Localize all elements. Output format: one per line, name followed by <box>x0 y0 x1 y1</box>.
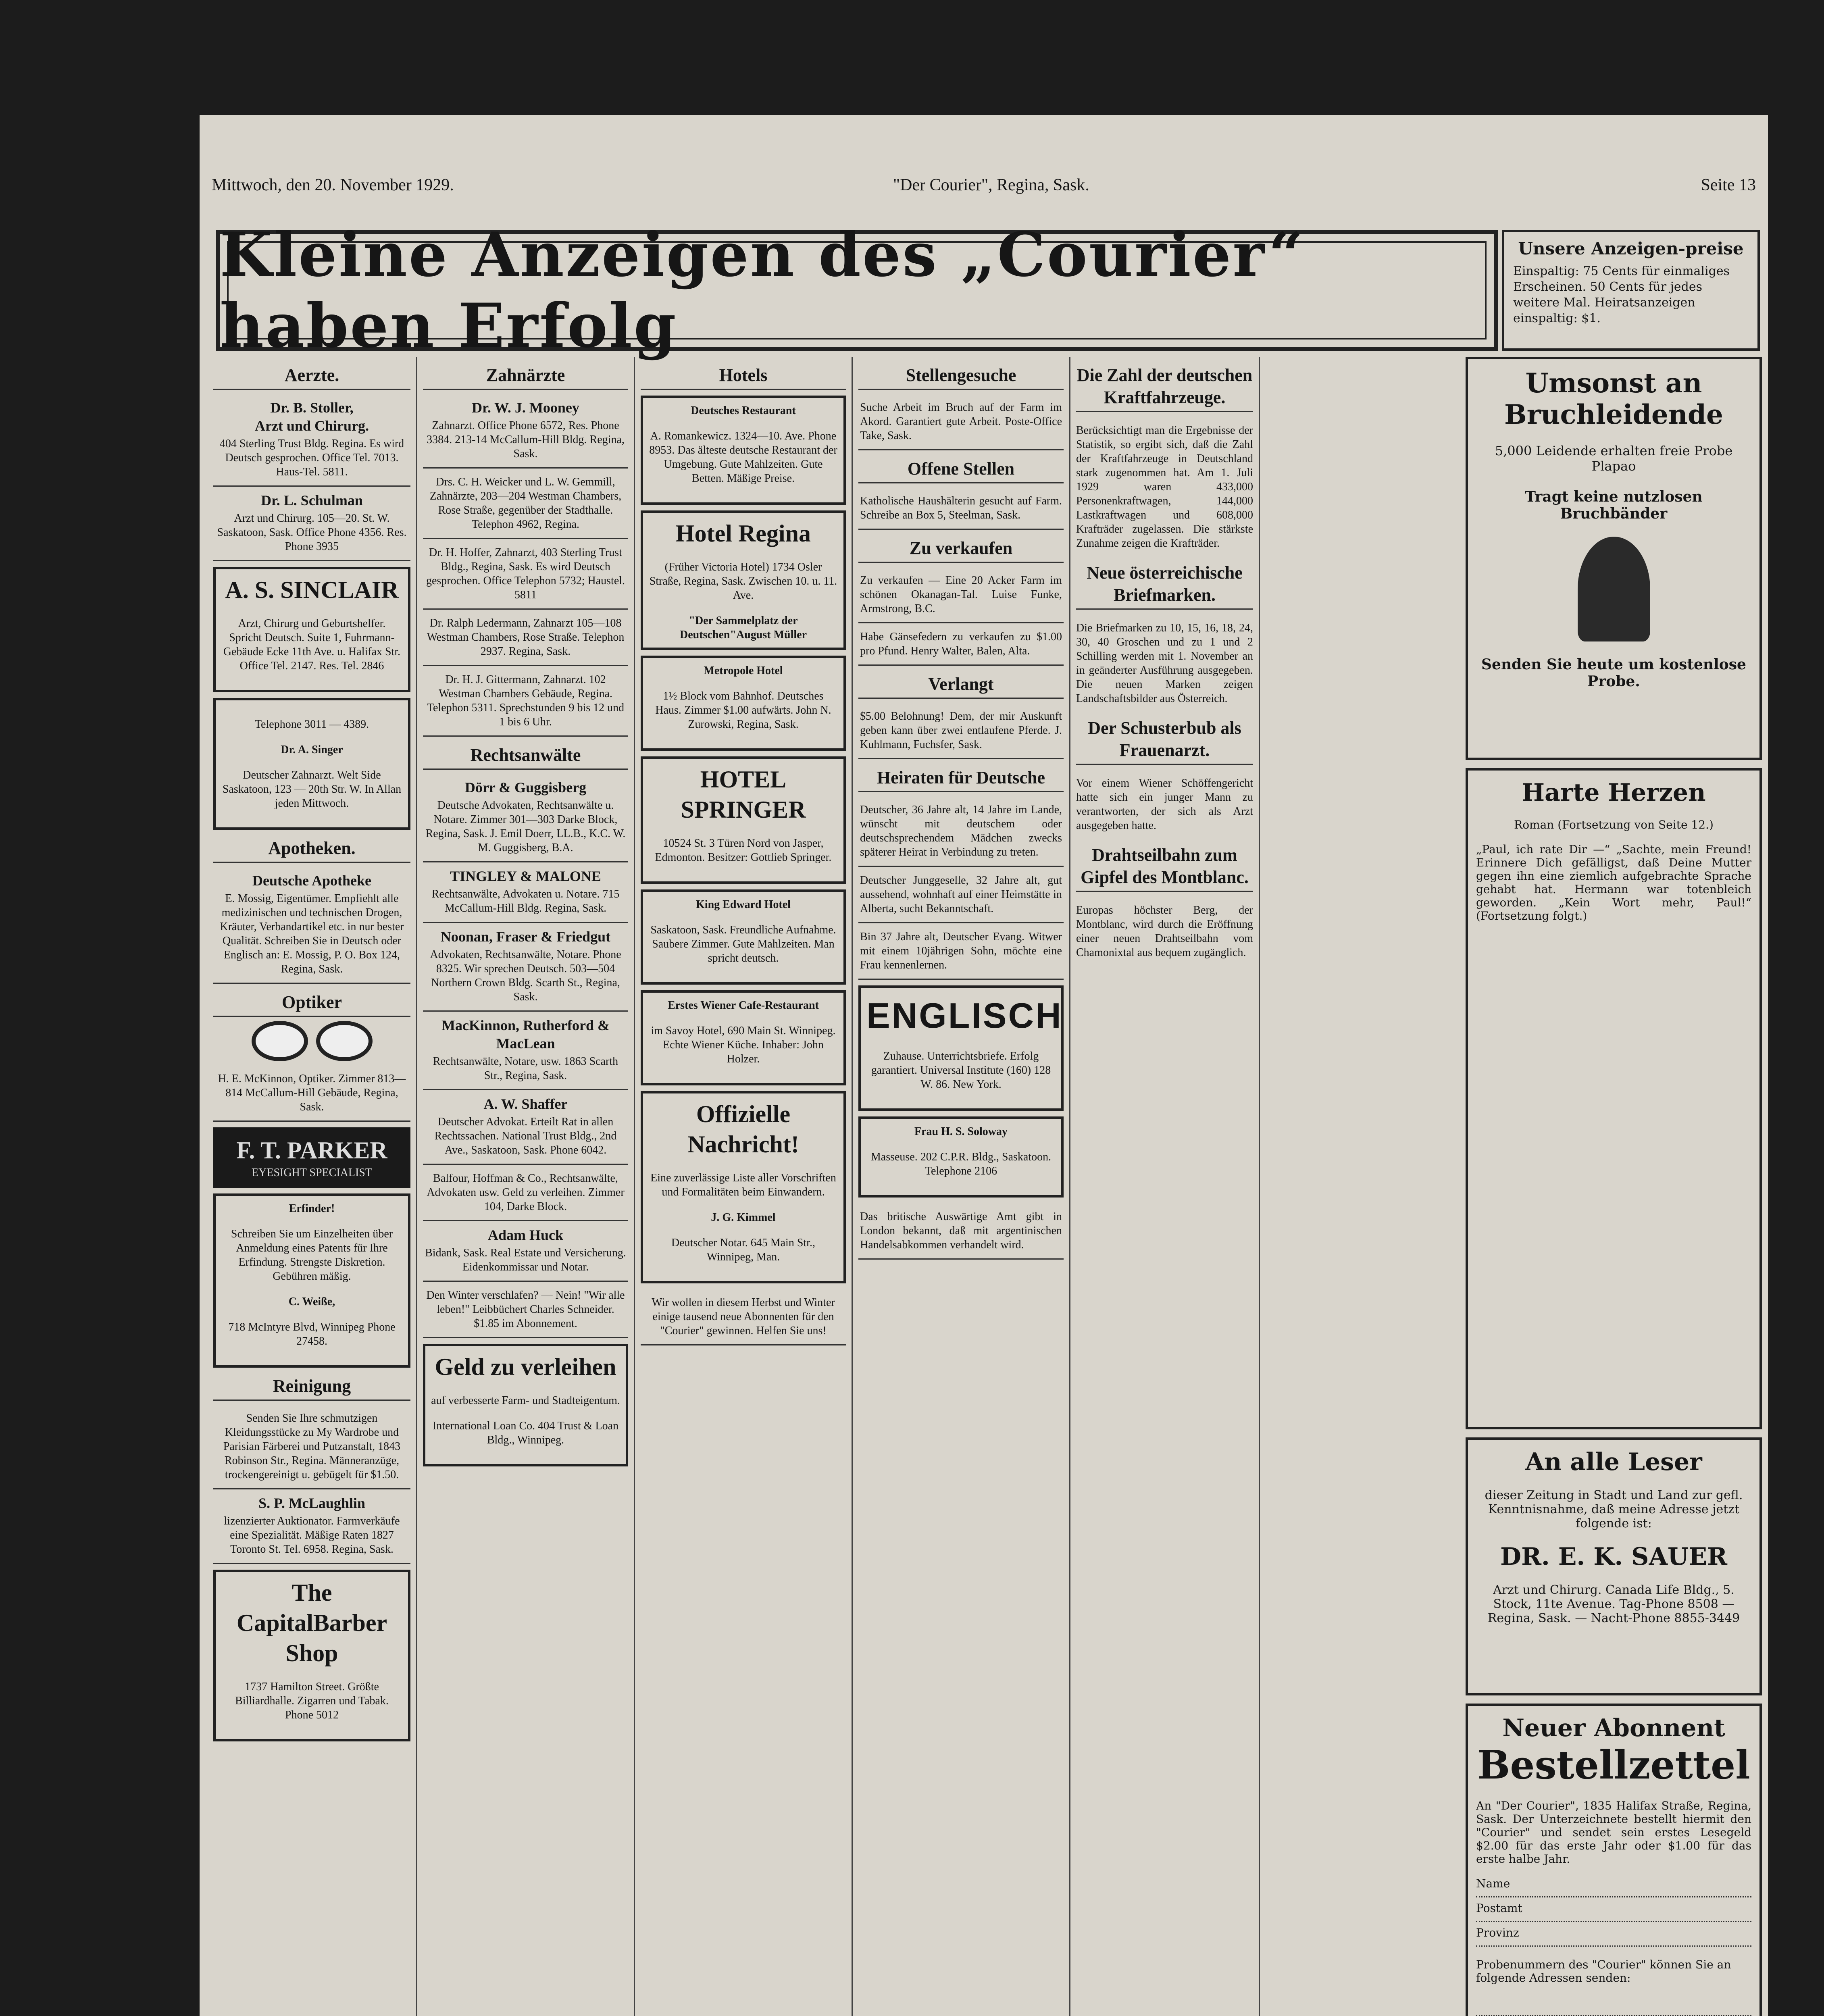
story-body: „Paul, ich rate Dir —“ „Sachte, mein Freund! Erinnere Dich gefälligst, daß Deine Mutter gegen ihn eine ziemlich aufgebrachte Sprache gehabt hat. Hermann war totenbleich geworden. „Kein Wort mehr, Paul!“ (Fortsetzung folgt.) <box>1476 843 1751 923</box>
ad <box>858 1116 1064 1198</box>
provinz-field[interactable] <box>1476 1926 1751 1947</box>
article-body: Berücksichtigt man die Ergebnisse der Statistik, so ergibt sich, daß die Zahl der Kraftfahrzeuge in Deutschland stark zugenommen hat. Am 1. Juli 1929 waren 433,000 Personenkraftwagen, 144,000 Lastkraftwagen und 608,000 Krafträder zugelassen. Die stärkste Zunahme zeigen die Krafträder. <box>1076 424 1253 550</box>
notice-name: DR. E. K. SAUER <box>1500 1543 1727 1571</box>
ad-body: E. Mossig, Eigentümer. Empfiehlt alle medizinischen und technischen Drogen, Kräuter, Verbandartikel etc. in nur bester Qualität. Schreiben Sie in Deutsch oder Englisch an: E. Mossig, P. O. Box 124, Regina, Sask. <box>220 892 404 975</box>
ad-name: Frau H. S. Soloway <box>914 1125 1008 1138</box>
page-header <box>212 175 1756 204</box>
serial-story <box>1466 768 1762 1429</box>
ad-title: Arzt und Chirurg. <box>254 418 369 434</box>
ad-body: Bin 37 Jahre alt, Deutscher Evang. Witwer mit einem 10jährigen Sohn, möchte eine Frau kennenlernen. <box>860 931 1062 971</box>
form-heading: Bestellzettel <box>1477 1742 1750 1788</box>
plapao-ad <box>1466 357 1762 760</box>
ad-body: Katholische Haushälterin gesucht auf Farm. Schreibe an Box 5, Steelman, Sask. <box>860 495 1062 521</box>
section-heading: Optiker <box>213 991 410 1017</box>
ad <box>641 510 846 650</box>
notice-body: dieser Zeitung in Stadt und Land zur gefl. Kenntnisnahme, daß meine Adresse jetzt folgende ist: <box>1485 1488 1743 1531</box>
article-body: Das britische Auswärtige Amt gibt in London bekannt, daß mit argentinischen Handelsabkommen verhandelt wird. <box>860 1210 1062 1251</box>
header-date: Mittwoch, den 20. November 1929. <box>212 176 454 194</box>
section-heading: Heiraten für Deutsche <box>858 766 1064 792</box>
ad-body: Suche Arbeit im Bruch auf der Farm im Akord. Garantiert gute Arbeit. Poste-Office Take, Sask. <box>860 401 1062 442</box>
article-heading: Drahtseilbahn zum Gipfel des Montblanc. <box>1076 844 1253 892</box>
ad-name: Barber Shop <box>285 1610 387 1666</box>
ad <box>858 703 1064 759</box>
ad <box>423 394 628 469</box>
section-heading: Aerzte. <box>213 364 410 390</box>
rates-box <box>1502 230 1760 351</box>
ad-name: MacKinnon, Rutherford & MacLean <box>441 1017 610 1052</box>
ad <box>423 862 628 923</box>
section-heading: Stellengesuche <box>858 364 1064 390</box>
name-label: Name <box>1476 1877 1510 1890</box>
ad <box>423 1221 628 1282</box>
ad <box>213 1193 410 1368</box>
column-hotels <box>635 357 853 2016</box>
ad-body: Zu verkaufen — Eine 20 Acker Farm im schönen Okanagan-Tal. Luise Funke, Armstrong, B.C. <box>860 574 1062 615</box>
ad-body: Arzt und Chirurg. 105—20. St. W. Saskatoon, Sask. Office Phone 4356. Res. Phone 3935 <box>217 512 407 553</box>
ad-name: S. P. McLaughlin <box>258 1495 365 1511</box>
ad <box>213 1489 410 1564</box>
ad-body: Deutscher Junggeselle, 32 Jahre alt, gut aussehend, wohnhaft auf einer Heimstätte in Alberta, sucht Bekanntschaft. <box>860 874 1062 915</box>
ad <box>213 567 410 692</box>
ad <box>213 1570 410 1741</box>
ad <box>641 396 846 505</box>
ad-body: Deutscher Advokat. Erteilt Rat in allen Rechtssachen. National Trust Bldg., 2nd Ave., Saskatoon, Sask. Phone 6042. <box>434 1116 617 1156</box>
ad-name: Dörr & Guggisberg <box>464 779 587 796</box>
ad <box>213 698 410 830</box>
ad-body: Senden Sie Ihre schmutzigen Kleidungsstücke zu My Wardrobe und Parisian Färberei und Putzanstalt, 1843 Robinson Str., Regina. Männeranzüge, trockengereinigt u. gebügelt für $1.50. <box>223 1412 401 1481</box>
provinz-label: Provinz <box>1476 1926 1519 1939</box>
column-aerzte <box>208 357 417 2016</box>
rates-text: Einspaltig: 75 Cents für einmaliges Erscheinen. 50 Cents für jedes weitere Mal. Heiratsanzeigen einspaltig: $1. <box>1513 264 1730 325</box>
right-column <box>1466 357 1762 2016</box>
ad <box>423 610 628 666</box>
ad <box>858 985 1064 1111</box>
notice-title: An alle Leser <box>1525 1448 1702 1476</box>
banner-title: Kleine Anzeigen des „Courier“ haben Erfolg <box>220 219 1305 361</box>
ad-body: $5.00 Belohnung! Dem, der mir Auskunft geben kann über zwei entlaufene Pferde. J. Kuhlmann, Fuchsfer, Sask. <box>860 710 1062 751</box>
ad <box>641 656 846 751</box>
ad-body: Drs. C. H. Weicker und L. W. Gemmill, Zahnärzte, 203—204 Westman Chambers, Rose Straße, gegenüber der Stadthalle. Telephon 4962, Regina. <box>429 476 622 531</box>
article-heading: Neue österreichische Briefmarken. <box>1076 562 1253 610</box>
ad-name: C. Weiße, <box>288 1295 335 1308</box>
section-heading: Zahnärzte <box>423 364 628 390</box>
ad-body: 10524 St. 3 Türen Nord von Jasper, Edmonton. Besitzer: Gottlieb Springer. <box>655 837 832 864</box>
ad-body: International Loan Co. 404 Trust & Loan Bldg., Winnipeg. <box>432 1420 619 1446</box>
ad-name: Offizielle Nachricht! <box>687 1101 799 1158</box>
ad-body: Zahnarzt. Office Phone 6572, Res. Phone 3384. 213-14 McCallum-Hill Bldg. Regina, Sask. <box>427 419 625 460</box>
ad <box>423 1282 628 1338</box>
ad <box>423 1090 628 1165</box>
ad-body: 1737 Hamilton Street. Größte Billiardhalle. Zigarren und Tabak. Phone 5012 <box>235 1681 389 1721</box>
ad <box>858 394 1064 450</box>
ad <box>641 990 846 1085</box>
ad-body: Deutsche Advokaten, Rechtsanwälte u. Notare. Zimmer 301—303 Darke Block, Regina, Sask. J. Emil Doerr, LL.B., K.C. W. M. Guggisberg, B.A. <box>425 799 626 854</box>
ad-name: Dr. L. Schulman <box>261 492 363 508</box>
ad-body: Balfour, Hoffman & Co., Rechtsanwälte, Advokaten usw. Geld zu verleihen. Zimmer 104, Darke Block. <box>427 1172 625 1213</box>
column-zahnaerzte <box>417 357 635 2016</box>
ad-body: (Früher Victoria Hotel) 1734 Osler Straße, Regina, Sask. Zwischen 10. u. 11. Ave. <box>649 561 837 602</box>
ad <box>423 923 628 1012</box>
form-body: An "Der Courier", 1835 Halifax Straße, Regina, Sask. Der Unterzeichnete bestellt hiermit den "Courier" und sendet sein erstes Lesegeld $2.00 für das erste Jahr oder $1.00 für das erste halbe Jahr. <box>1476 1799 1751 1866</box>
ad-body: Deutscher Notar. 645 Main Str., Winnipeg, Man. <box>671 1237 815 1263</box>
header-page: Seite 13 <box>1701 176 1756 194</box>
ad-body: 404 Sterling Trust Bldg. Regina. Es wird Deutsch gesprochen. Office Tel. 7013. Haus-Tel. 5811. <box>219 437 404 478</box>
ad <box>213 867 410 984</box>
story-title: Harte Herzen <box>1522 779 1706 807</box>
ad-body: Habe Gänsefedern zu verkaufen zu $1.00 pro Pfund. Henry Walter, Balen, Alta. <box>860 631 1062 657</box>
ad-body: Tragt keine nutzlosen Bruchbänder <box>1525 488 1703 522</box>
ad-body: Masseuse. 202 C.P.R. Bldg., Saskatoon. Telephone 2106 <box>870 1151 1052 1177</box>
section-heading: Rechtsanwälte <box>423 744 628 770</box>
ad <box>858 796 1064 867</box>
postamt-label: Postamt <box>1476 1901 1522 1915</box>
ad <box>641 756 846 884</box>
section-heading: Apotheken. <box>213 837 410 863</box>
ad <box>213 1065 410 1122</box>
ad-body: Dr. Ralph Ledermann, Zahnarzt 105—108 Westman Chambers, Rose Straße. Telephon 2937. Regina, Sask. <box>427 617 625 658</box>
ad-name: Erstes Wiener Cafe-Restaurant <box>668 999 819 1012</box>
ad-name: Geld zu verleihen <box>435 1354 616 1380</box>
ad <box>423 1165 628 1221</box>
ad-body: Deutscher Zahnarzt. Welt Side Saskatoon, 123 — 20th Str. W. In Allan jeden Mittwoch. <box>222 769 402 810</box>
section-heading: Zu verkaufen <box>858 537 1064 563</box>
ad <box>858 623 1064 666</box>
ad-name: F. T. PARKER <box>236 1137 387 1164</box>
ad-name: J. G. Kimmel <box>711 1211 776 1224</box>
banner <box>216 219 1498 361</box>
ad-body: Eine zuverlässige Liste aller Vorschriften und Formalitäten beim Einwandern. <box>650 1172 836 1198</box>
ad-name: "Der Sammelplatz der Deutschen" <box>680 614 798 641</box>
ad-name: Dr. W. J. Mooney <box>472 400 579 416</box>
ad-name: The Capital <box>236 1579 332 1636</box>
ad-body: im Savoy Hotel, 690 Main St. Winnipeg. Echte Wiener Küche. Inhaber: John Holzer. <box>651 1025 836 1065</box>
header-paper: "Der Courier", Regina, Sask. <box>893 176 1089 194</box>
ad-name: Metropole Hotel <box>704 664 783 677</box>
ad-body: lizenzierter Auktionator. Farmverkäufe eine Spezialität. Mäßige Raten 1827 Toronto St. Tel. 6958. Regina, Sask. <box>224 1515 400 1556</box>
ad-body: Den Winter verschlafen? — Nein! "Wir alle leben!" Leibbüchert Charles Schneider. $1.85 im Abonnement. <box>426 1289 625 1330</box>
ad-name: August Müller <box>736 629 807 641</box>
ad-name: A. S. SINCLAIR <box>225 577 399 603</box>
ad-name: Deutsche Apotheke <box>252 873 371 889</box>
ad-body: 1½ Block vom Bahnhof. Deutsches Haus. Zimmer $1.00 aufwärts. John N. Zurowski, Regina, Sask. <box>655 690 831 731</box>
ad-body: 5,000 Leidende erhalten freie Probe Plapao <box>1495 443 1733 474</box>
ad <box>641 889 846 985</box>
ad <box>213 487 410 561</box>
ad-body: Arzt, Chirurg und Geburtshelfer. Spricht Deutsch. Suite 1, Fuhrmann-Gebäude Ecke 11th Ave. u. Halifax Str. Office Tel. 2147. Res. Tel. 2846 <box>223 617 401 672</box>
ad-name: ENGLISCH <box>866 996 1063 1035</box>
section-heading: Reinigung <box>213 1375 410 1401</box>
rates-title: Unsere Anzeigen-preise <box>1518 239 1744 258</box>
ad <box>213 394 410 487</box>
ad-name: Erfinder! <box>289 1202 335 1215</box>
ad-body: Dr. H. Hoffer, Zahnarzt, 403 Sterling Trust Bldg., Regina, Sask. Es wird Deutsch gesprochen. Office Telephon 5732; Haustel. 5811 <box>426 546 625 601</box>
ad <box>423 666 628 737</box>
ad <box>641 1289 846 1345</box>
ad <box>641 1091 846 1283</box>
ad-body: Schreiben Sie um Einzelheiten über Anmeldung eines Patents für Ihre Erfindung. Strengste Diskretion. Gebühren mäßig. <box>231 1228 393 1283</box>
ad-body: Zuhause. Unterrichtsbriefe. Erfolg garantiert. Universal Institute (160) 128 W. 86. New York. <box>871 1050 1051 1091</box>
ad-body: H. E. McKinnon, Optiker. Zimmer 813—814 McCallum-Hill Gebäude, Regina, Sask. <box>218 1073 406 1113</box>
ad-body: auf verbesserte Farm- und Stadteigentum. <box>431 1394 620 1407</box>
ad-name: TINGLEY & MALONE <box>450 868 601 884</box>
ad <box>423 1344 628 1466</box>
ad-body: A. Romankewicz. 1324—10. Ave. Phone 8953. Das älteste deutsche Restaurant der Umgebung. Gute Mahlzeiten. Gute Betten. Mäßige Preise. <box>649 430 837 485</box>
ad <box>858 867 1064 923</box>
ad <box>423 539 628 610</box>
ad-name: Noonan, Fraser & Friedgut <box>440 929 611 945</box>
eyeglasses-icon <box>213 1021 410 1061</box>
ad-body: Deutscher, 36 Jahre alt, 14 Jahre im Lande, wünscht mit deutschem oder deutschsprechendem Mädchen zwecks späterer Heirat in Verbindung zu treten. <box>860 804 1062 858</box>
form-body: Probenummern des "Courier" können Sie an folgende Adressen senden: <box>1476 1958 1731 1985</box>
article-heading: Die Zahl der deutschen Kraftfahrzeuge. <box>1076 364 1253 412</box>
ad-body: Rechtsanwälte, Advokaten u. Notare. 715 McCallum-Hill Bldg. Regina, Sask. <box>431 888 620 914</box>
article <box>858 1203 1064 1260</box>
parker-ad <box>213 1127 410 1188</box>
article-body: Die Briefmarken zu 10, 15, 16, 18, 24, 30, 40 Groschen und zu 1 und 2 Schilling werden mit 1. November an in geänderter Ausführung ausgegeben. Die neuen Marken zeigen Landschaftsbilder aus Österreich. <box>1076 622 1253 705</box>
section-heading: Verlangt <box>858 673 1064 699</box>
ad <box>858 567 1064 623</box>
ad-name: Umsonst an Bruchleidende <box>1504 367 1724 430</box>
ad-name: Deutsches Restaurant <box>691 404 796 417</box>
section-heading: Offene Stellen <box>858 458 1064 483</box>
postamt-field[interactable] <box>1476 1901 1751 1922</box>
ad-body: EYESIGHT SPECIALIST <box>252 1166 372 1179</box>
article-body: Vor einem Wiener Schöffengericht hatte sich ein junger Mann zu verantworten, der sich als Arzt ausgegeben hatte. <box>1076 777 1253 832</box>
ad <box>213 1405 410 1489</box>
ad <box>423 469 628 539</box>
section-heading: Hotels <box>641 364 846 390</box>
ad-name: A. W. Shaffer <box>483 1096 568 1112</box>
ad <box>858 923 1064 980</box>
form-title: Neuer Abonnent <box>1502 1714 1725 1742</box>
ad-body: 718 McIntyre Blvd, Winnipeg Phone 27458. <box>228 1321 396 1347</box>
ad-body: Advokaten, Rechtsanwälte, Notare. Phone 8325. Wir sprechen Deutsch. 503—504 Northern Crown Bldg. Scarth St., Regina, Sask. <box>430 948 621 1003</box>
story-subtitle: Roman (Fortsetzung von Seite 12.) <box>1514 818 1714 831</box>
notice-body: Arzt und Chirurg. Canada Life Bldg., 5. Stock, 11te Avenue. Tag-Phone 8508 — Regina, Sask. — Nacht-Phone 8855-3449 <box>1487 1583 1740 1625</box>
ad-name: Dr. A. Singer <box>281 744 343 756</box>
name-field[interactable] <box>1476 1877 1751 1897</box>
column-classifieds <box>853 357 1070 2016</box>
ad-name: Dr. B. Stoller, <box>270 400 354 416</box>
ad <box>423 1012 628 1090</box>
ad-body: Saskatoon, Sask. Freundliche Aufnahme. Saubere Zimmer. Gute Mahlzeiten. Man spricht deutsch. <box>650 924 836 964</box>
ad <box>423 774 628 862</box>
column-articles <box>1070 357 1260 2016</box>
order-form <box>1466 1704 1762 2016</box>
ad-body: Wir wollen in diesem Herbst und Winter einige tausend neue Abonnenten für den "Courier" gewinnen. Helfen Sie uns! <box>652 1296 835 1337</box>
ad-body: Dr. H. J. Gittermann, Zahnarzt. 102 Westman Chambers Gebäude, Regina. Telephon 5311. Sprechstunden 9 bis 12 und 1 bis 6 Uhr. <box>427 673 625 728</box>
article-heading: Der Schusterbub als Frauenarzt. <box>1076 717 1253 765</box>
address-line[interactable] <box>1476 1996 1751 2016</box>
ad-body: Rechtsanwälte, Notare, usw. 1863 Scarth Str., Regina, Sask. <box>433 1055 618 1082</box>
ad-body: Bidank, Sask. Real Estate und Versicherung. Eidenkommissar und Notar. <box>425 1247 626 1273</box>
newspaper-page <box>200 115 1768 2016</box>
article-body: Europas höchster Berg, der Montblanc, wird durch die Eröffnung einer neuen Drahtseilbahn vom Chamonixtal aus bequem zugänglich. <box>1076 904 1253 959</box>
medal-icon <box>1578 537 1650 641</box>
ad-name: King Edward Hotel <box>696 898 791 911</box>
ad-name: Adam Huck <box>487 1227 564 1243</box>
ad-body: Senden Sie heute um kostenlose Probe. <box>1481 656 1746 690</box>
ad-name: HOTEL SPRINGER <box>681 766 806 823</box>
ad <box>858 487 1064 530</box>
ad-phone: Telephone 3011 — 4389. <box>254 718 369 731</box>
address-notice <box>1466 1437 1762 1695</box>
ad-name: Hotel Regina <box>676 520 811 547</box>
